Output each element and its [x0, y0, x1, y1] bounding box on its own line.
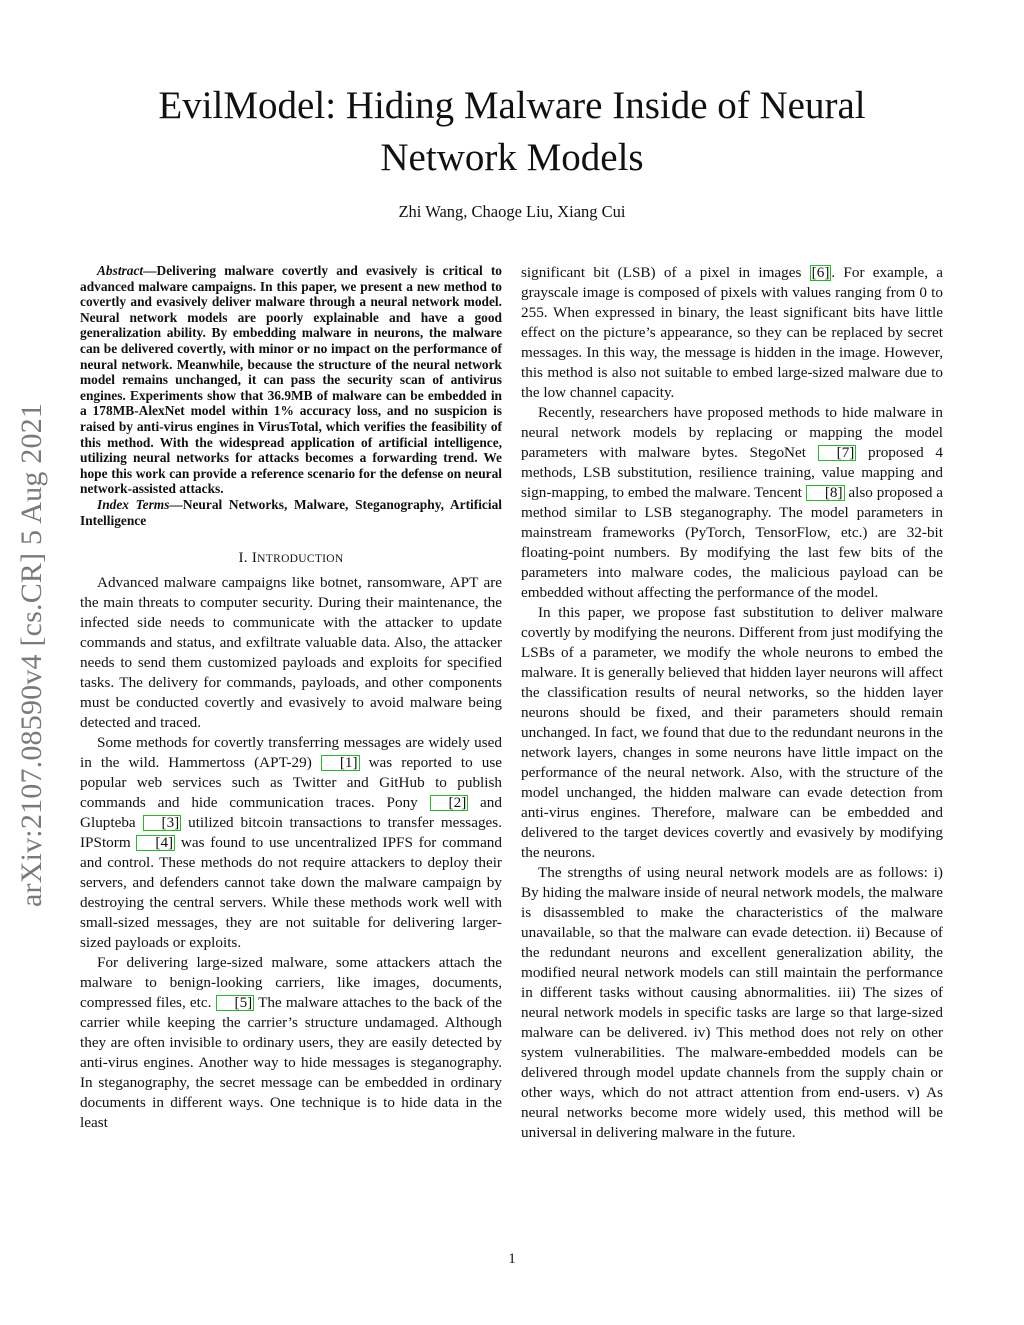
page-number: 1	[508, 1251, 516, 1267]
citation-link-3[interactable]: [3]	[143, 815, 182, 831]
text-run: Recently, researchers have proposed methods to hide malware in neural network models by replacing or mapping the model parameters with malware bytes. StegoNet	[521, 404, 943, 461]
citation-link-5[interactable]: [5]	[216, 995, 255, 1011]
citation-link-1[interactable]: [1]	[321, 755, 360, 771]
section-heading-introduction	[80, 548, 502, 569]
section-title-rest: NTRODUCTION	[257, 553, 344, 566]
intro-paragraph-2	[80, 733, 502, 953]
text-run: utilized bitcoin transactions to transfer messages. IPStorm	[80, 814, 502, 852]
citation-link-4[interactable]: [4]	[136, 835, 175, 851]
left-column	[80, 263, 502, 1133]
intro-paragraph-3	[80, 953, 502, 1133]
arxiv-identifier-stamp: arXiv:2107.08590v4 [cs.CR] 5 Aug 2021	[15, 402, 48, 908]
right-column	[521, 263, 943, 1143]
text-run: proposed 4 methods, LSB substitution, resilience training, value mapping and sign-mapping, to embed the malware. Tencent	[521, 444, 943, 501]
paper-title	[80, 80, 944, 184]
intro-paragraph-4	[521, 403, 943, 603]
intro-paragraph-6: The strengths of using neural network models are as follows: i) By hiding the malware inside of neural network models, the malware is disassembled to make the characteristics of the malware unavailable, so that the malware can evade detection. ii) Because of the redundant neurons and excellent generalization ability, the modified neural network models can still maintain the performance in different tasks without causing abnormalities. iii) The sizes of neural network models in specific tasks are large so that large-sized malware can be delivered. iv) This method does not rely on other system vulnerabilities. The malware-embedded models can be delivered through model update channels from the supply chain or other ways, which do not attract attention from end-users. v) As neural networks become more widely used, this method will be universal in delivering malware in the future.	[521, 864, 943, 1141]
abstract	[80, 263, 502, 497]
index-terms-dash: —	[169, 496, 183, 512]
section-numeral: I.	[238, 550, 252, 567]
text-run: was found to use uncentralized IPFS for command and control. These methods do not require attackers to deploy their servers, and defenders cannot take down the malware campaign by destroying the central servers. While these methods work well with small-sized messages, they are not suitable for delivering larger-sized payloads or exploits.	[80, 834, 502, 952]
abstract-dash: —	[143, 263, 157, 278]
index-terms-label: Index Terms	[97, 496, 170, 512]
index-terms	[80, 497, 502, 528]
text-run: The malware attaches to the back of the carrier while keeping the carrier’s structure undamaged. Although they are often invisible to ordinary users, they are easily detected by anti-virus engines. Another way to hide messages is steganography. In steganography, the secret message can be embedded in ordinary documents in different ways. One technique is to hide data in the least	[80, 994, 502, 1132]
abstract-label: Abstract	[97, 263, 144, 278]
text-run: was reported to use popular web services such as Twitter and GitHub to publish commands and hide communication traces. Pony	[80, 754, 503, 812]
citation-link-6[interactable]: [6]	[811, 264, 830, 281]
citation-link-2[interactable]: [2]	[430, 795, 469, 811]
citation-link-7[interactable]: [7]	[818, 445, 857, 461]
text-run: and Glupteba	[80, 794, 502, 832]
title-line-1: EvilModel: Hiding Malware Inside of Neural	[158, 84, 866, 127]
intro-paragraph-1: Advanced malware campaigns like botnet, ransomware, APT are the main threats to computer security. During their maintenance, the infected side needs to communicate with the attacker to update commands and status, and exfiltrate valuable data. Also, the attacker needs to send them customized payloads and exploits for specified tasks. The delivery for commands, payloads, and other components must be conducted covertly and evasively to avoid malware being detected and traced.	[80, 574, 502, 732]
text-run: Some methods for covertly transferring messages are widely used in the wild. Hammertoss (APT-29)	[80, 734, 502, 772]
author-list: Zhi Wang, Chaoge Liu, Xiang Cui	[398, 202, 626, 221]
text-run: also proposed a method similar to LSB steganography. The model parameters in mainstream frameworks (PyTorch, TensorFlow, etc.) are 32-bit floating-point numbers. By modifying the last few bits of the parameters into malware codes, the malicious payload can be embedded without affecting the performance of the model.	[521, 484, 943, 601]
text-run: . For example, a grayscale image is composed of pixels with values ranging from 0 to 255. When expressed in binary, the least significant bits have little effect on the picture’s appearance, so they can be replaced by secret messages. In this way, the message is hidden in the image. However, this method is also not suitable to embed large-sized malware due to the low channel capacity.	[521, 264, 943, 401]
intro-paragraph-3-continued	[521, 263, 943, 403]
text-run: significant bit (LSB) of a pixel in images	[521, 264, 810, 281]
intro-paragraph-5: In this paper, we propose fast substitution to deliver malware covertly by modifying the neurons. Different from just modifying the LSBs of a parameter, we modify the whole neurons to embed the malware. It is generally believed that hidden layer neurons will affect the classification results of neural networks, so the hidden layer neurons should be fixed, and their parameters should remain unchanged. In fact, we found that due to the redundant neurons in the network layers, changes in some neurons have little impact on the performance of the neural network. Also, with the structure of the model unchanged, the hidden malware can evade detection from anti-virus engines. Therefore, malware can be embedded and delivered to the target devices covertly and evasively by modifying the neurons.	[521, 604, 943, 861]
text-run: For delivering large-sized malware, some attackers attach the malware to benign-looking carriers, like images, documents, compressed files, etc.	[80, 954, 502, 1012]
citation-link-8[interactable]: [8]	[806, 485, 845, 501]
title-line-2: Network Models	[380, 136, 644, 179]
abstract-text: Delivering malware covertly and evasively is critical to advanced malware campaigns. In this paper, we present a new method to covertly and evasively deliver malware through a neural network model. Neural network models are poorly explainable and have a good generalization ability. By embedding malware in neurons, the malware can be delivered covertly, with minor or no impact on the performance of neural network. Meanwhile, because the structure of the neural network model remains unchanged, it can pass the security scan of antivirus engines. Experiments show that 36.9MB of malware can be embedded in a 178MB-AlexNet model within 1% accuracy loss, and no suspicion is raised by anti-virus engines in VirusTotal, which verifies the feasibility of this method. With the widespread application of artificial intelligence, utilizing neural networks for attacks becomes a forwarding trend. We hope this work can provide a reference scenario for the defense on neural network-assisted attacks.	[80, 263, 502, 497]
section-initial: I	[251, 550, 258, 567]
index-terms-text: Neural Networks, Malware, Steganography, Artificial Intelligence	[80, 496, 503, 528]
